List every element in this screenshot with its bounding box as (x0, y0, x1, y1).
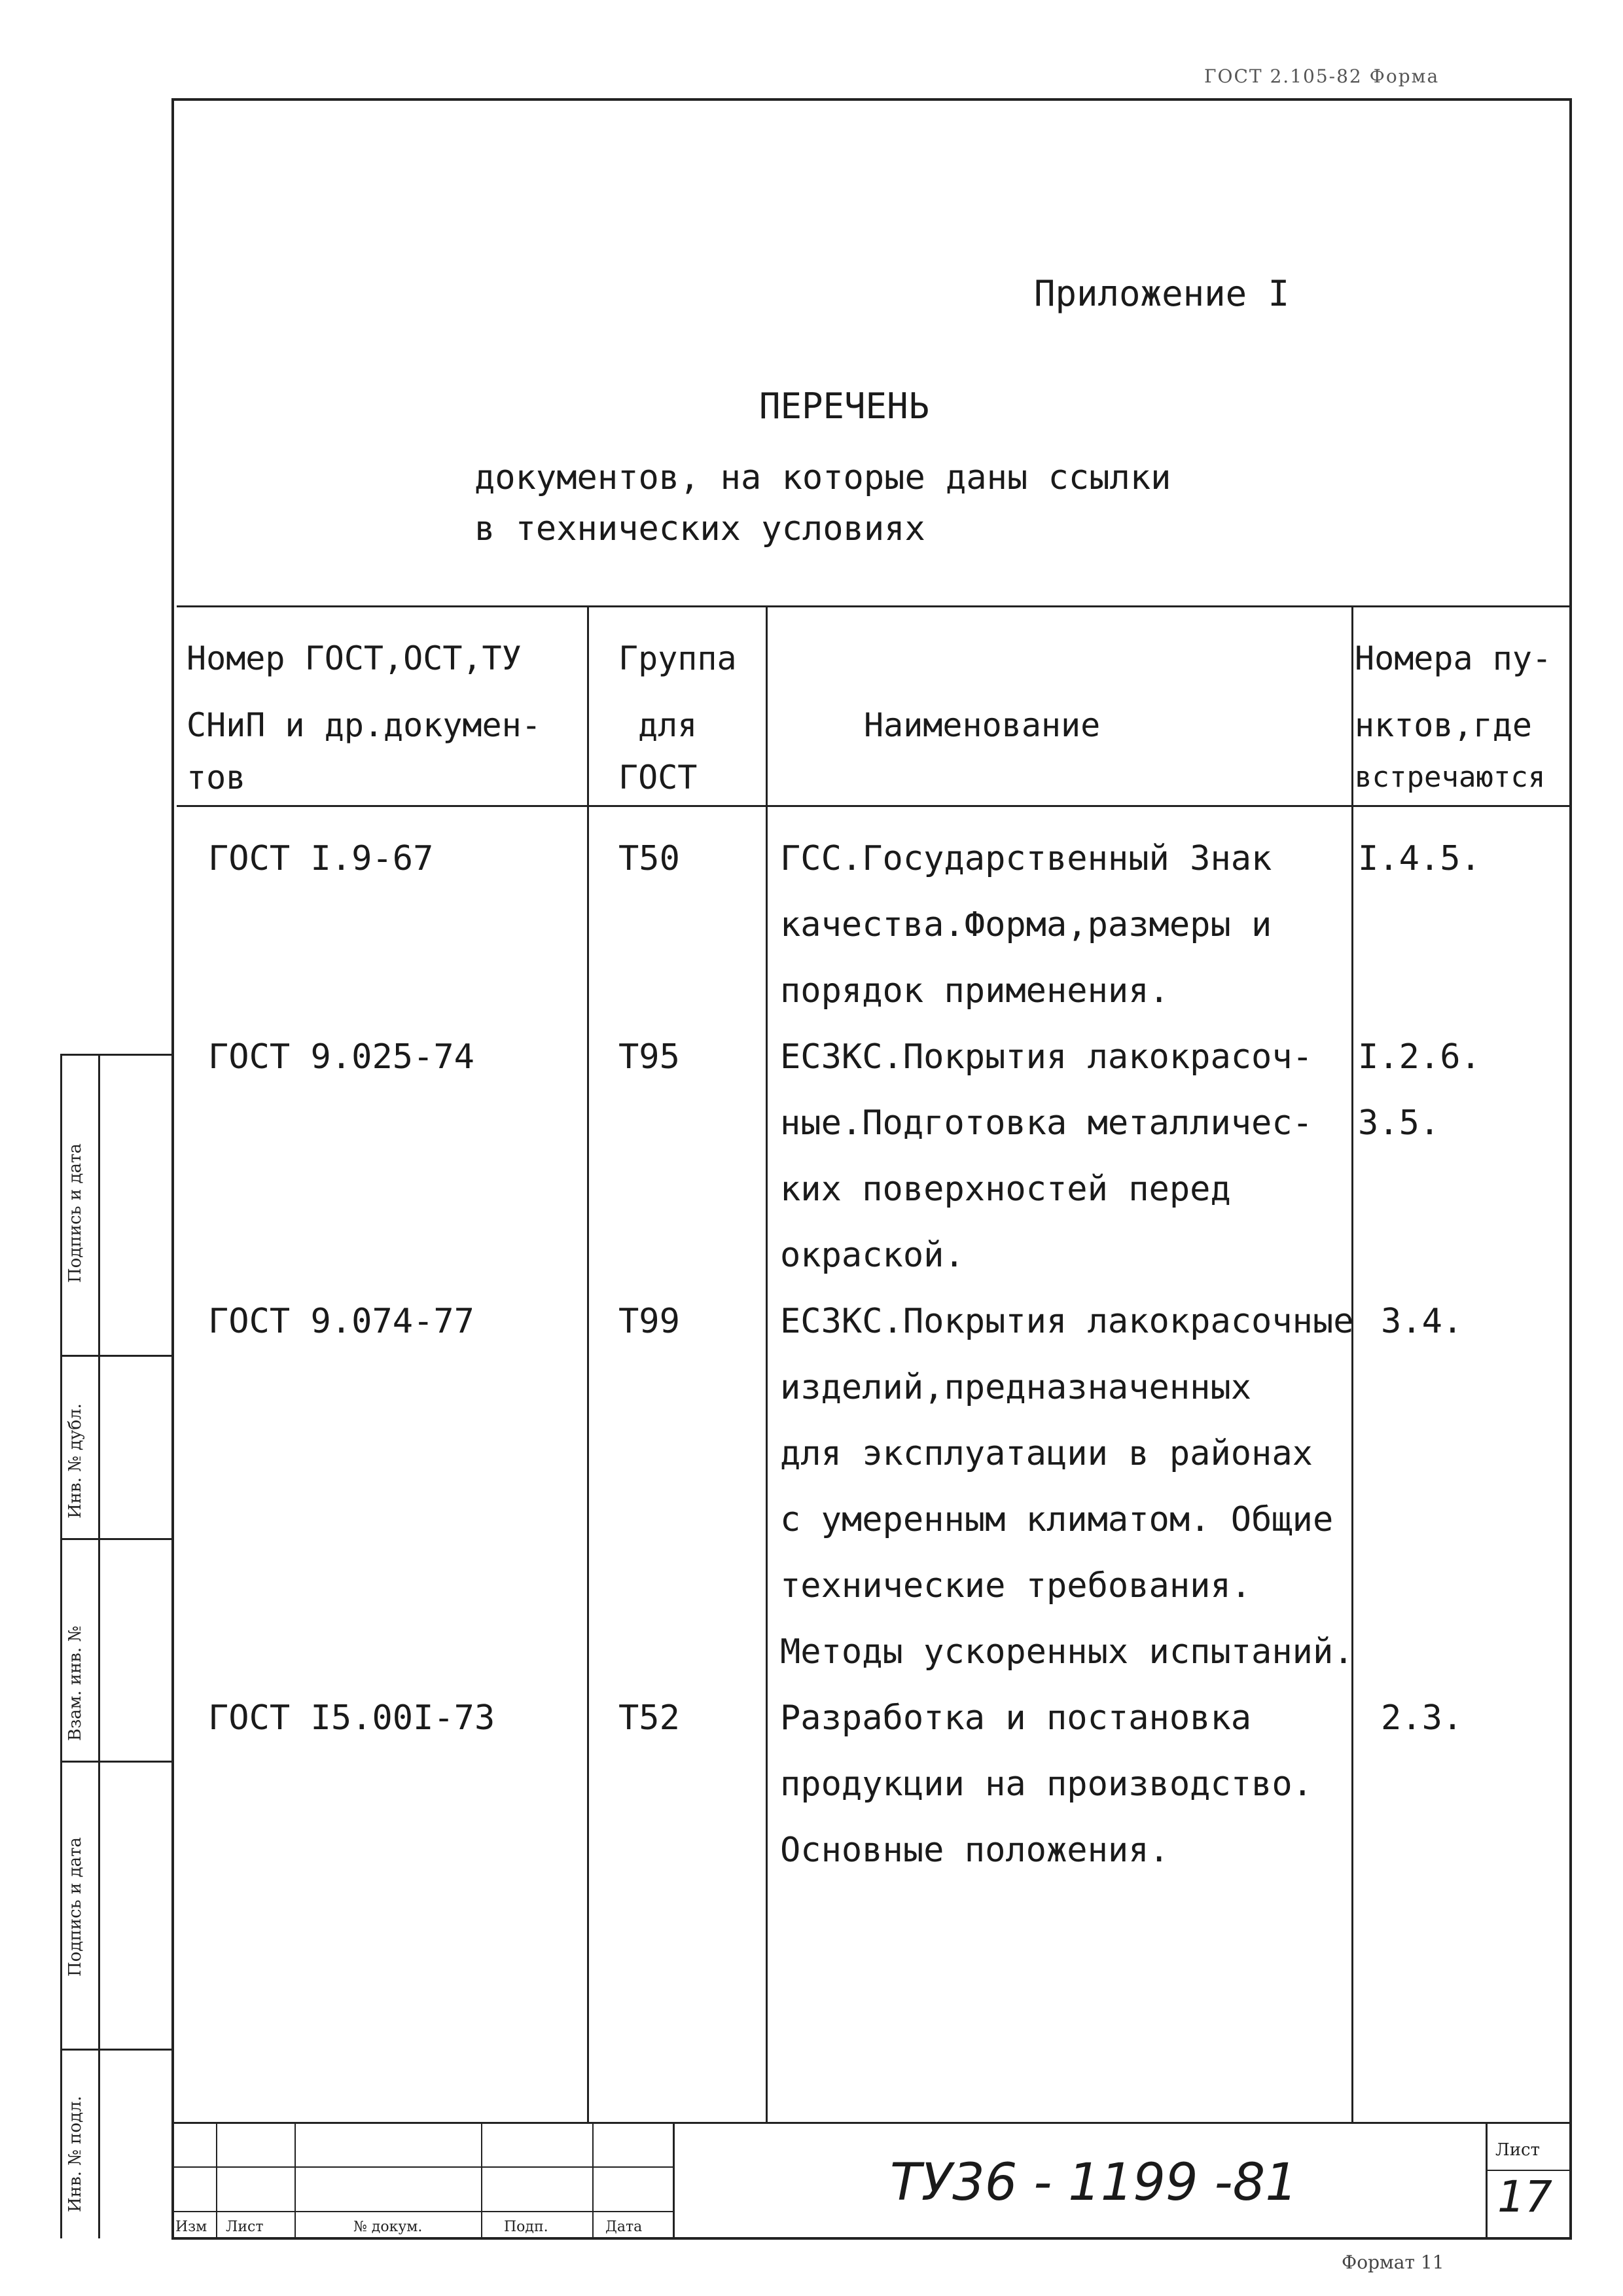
side-stamp-divider-2 (60, 1355, 171, 1357)
table-header-bottom-line (177, 805, 1571, 807)
stamp-sheet-line (1486, 2170, 1571, 2171)
header-name: Наименование (864, 706, 1101, 744)
subtitle-line-2: в технических условиях (474, 509, 925, 548)
row-2-group: Т95 (618, 1037, 680, 1077)
stamp-sheet-label: Лист (1495, 2140, 1540, 2160)
stamp-lower-line (171, 2211, 673, 2212)
side-stamp-outer-line (60, 1054, 62, 2238)
stamp-col-2 (294, 2122, 296, 2238)
row-4-name-line-3: Основные положения. (780, 1831, 1169, 1870)
table-col-divider-3 (1351, 605, 1353, 2124)
table-col-divider-1 (587, 605, 589, 2124)
row-3-name-line-5: технические требования. (780, 1566, 1252, 1605)
header-group-line-3: ГОСТ (618, 759, 698, 797)
side-label-signature-date-2: Подпись и дата (65, 1837, 85, 1977)
frame-bottom-border (171, 2237, 1572, 2240)
stamp-col-label-date: Дата (605, 2219, 643, 2235)
appendix-title: Приложение I (1034, 273, 1290, 314)
stamp-sheet-number: 17 (1497, 2172, 1552, 2222)
stamp-col-label-change: Изм (175, 2219, 207, 2235)
row-2-name-line-1: ЕСЗКС.Покрытия лакокрасоч- (780, 1037, 1313, 1077)
row-4-points-line-1: 2.3. (1381, 1698, 1463, 1738)
row-3-points-line-1: 3.4. (1381, 1302, 1463, 1341)
row-1-name-line-1: ГСС.Государственный Знак (780, 839, 1272, 878)
stamp-col-5 (673, 2122, 675, 2238)
side-label-signature-date-1: Подпись и дата (65, 1143, 85, 1283)
row-1-name-line-3: порядок применения. (780, 971, 1169, 1011)
stamp-doc-code: ТУ36 - 1199 -81 (890, 2153, 1298, 2212)
header-points-line-1: Номера пу- (1355, 639, 1552, 677)
row-3-name-line-3: для эксплуатации в районах (780, 1434, 1313, 1473)
table-col-divider-2 (766, 605, 768, 2124)
side-stamp-divider-1 (60, 1054, 171, 1056)
row-3-name-line-1: ЕСЗКС.Покрытия лакокрасочные (780, 1302, 1354, 1341)
row-3-group: Т99 (618, 1302, 680, 1341)
side-stamp-divider-4 (60, 1761, 171, 1763)
header-group-line-1: Группа (618, 639, 737, 677)
subtitle-line-1: документов, на которые даны ссылки (474, 458, 1171, 497)
header-number-line-1: Номер ГОСТ,ОСТ,ТУ (187, 639, 522, 677)
stamp-col-3 (481, 2122, 482, 2238)
stamp-col-1 (216, 2122, 217, 2238)
header-number-line-2: СНиП и др.докумен- (187, 706, 541, 744)
row-4-name-line-1: Разработка и постановка (780, 1698, 1252, 1738)
row-1-number: ГОСТ I.9-67 (208, 839, 434, 878)
row-3-name-line-2: изделий,предназначенных (780, 1368, 1252, 1407)
side-stamp-inner-line (98, 1054, 100, 2238)
header-code: ГОСТ 2.105-82 Форма (1204, 65, 1440, 87)
format-label: Формат 11 (1342, 2251, 1444, 2273)
row-4-name-line-2: продукции на производство. (780, 1765, 1313, 1804)
stamp-col-4 (592, 2122, 594, 2238)
row-3-number: ГОСТ 9.074-77 (208, 1302, 474, 1341)
row-4-number: ГОСТ I5.00I-73 (208, 1698, 495, 1738)
row-2-name-line-4: окраской. (780, 1236, 965, 1275)
stamp-top-line (171, 2122, 1572, 2124)
table-top-line (177, 605, 1571, 607)
row-2-number: ГОСТ 9.025-74 (208, 1037, 474, 1077)
header-number-line-3: тов (187, 759, 246, 797)
side-label-orig-inv: Инв. № подл. (65, 2096, 85, 2212)
side-stamp-divider-5 (60, 2049, 171, 2051)
row-4-group: Т52 (618, 1698, 680, 1738)
row-2-name-line-2: ные.Подготовка металличес- (780, 1103, 1313, 1143)
frame-left-border (171, 98, 174, 2238)
header-points-line-3: встречаются (1355, 761, 1546, 794)
side-label-repl-inv: Взам. инв. № (65, 1626, 85, 1741)
side-stamp-divider-3 (60, 1538, 171, 1540)
row-3-name-line-6: Методы ускоренных испытаний. (780, 1632, 1354, 1672)
list-title: ПЕРЕЧЕНЬ (759, 386, 930, 427)
row-2-points-line-1: I.2.6. (1358, 1037, 1481, 1077)
frame-top-border (171, 98, 1572, 101)
stamp-sheet-col (1486, 2122, 1488, 2238)
row-3-name-line-4: с умеренным климатом. Общие (780, 1500, 1334, 1539)
frame-right-border (1569, 98, 1572, 2238)
row-1-group: Т50 (618, 839, 680, 878)
row-1-points-line-1: I.4.5. (1358, 839, 1481, 878)
side-label-dup-inv: Инв. № дубл. (65, 1403, 85, 1518)
row-1-name-line-2: качества.Форма,размеры и (780, 905, 1272, 944)
header-group-line-2: для (638, 706, 698, 744)
stamp-mid-line (171, 2166, 673, 2168)
stamp-col-label-sheet: Лист (226, 2219, 264, 2235)
stamp-col-label-signature: Подп. (504, 2219, 548, 2235)
header-points-line-2: нктов,где (1355, 706, 1532, 744)
row-2-name-line-3: ких поверхностей перед (780, 1170, 1231, 1209)
row-2-points-line-2: 3.5. (1358, 1103, 1440, 1143)
stamp-col-label-doc-no: № докум. (353, 2219, 423, 2235)
